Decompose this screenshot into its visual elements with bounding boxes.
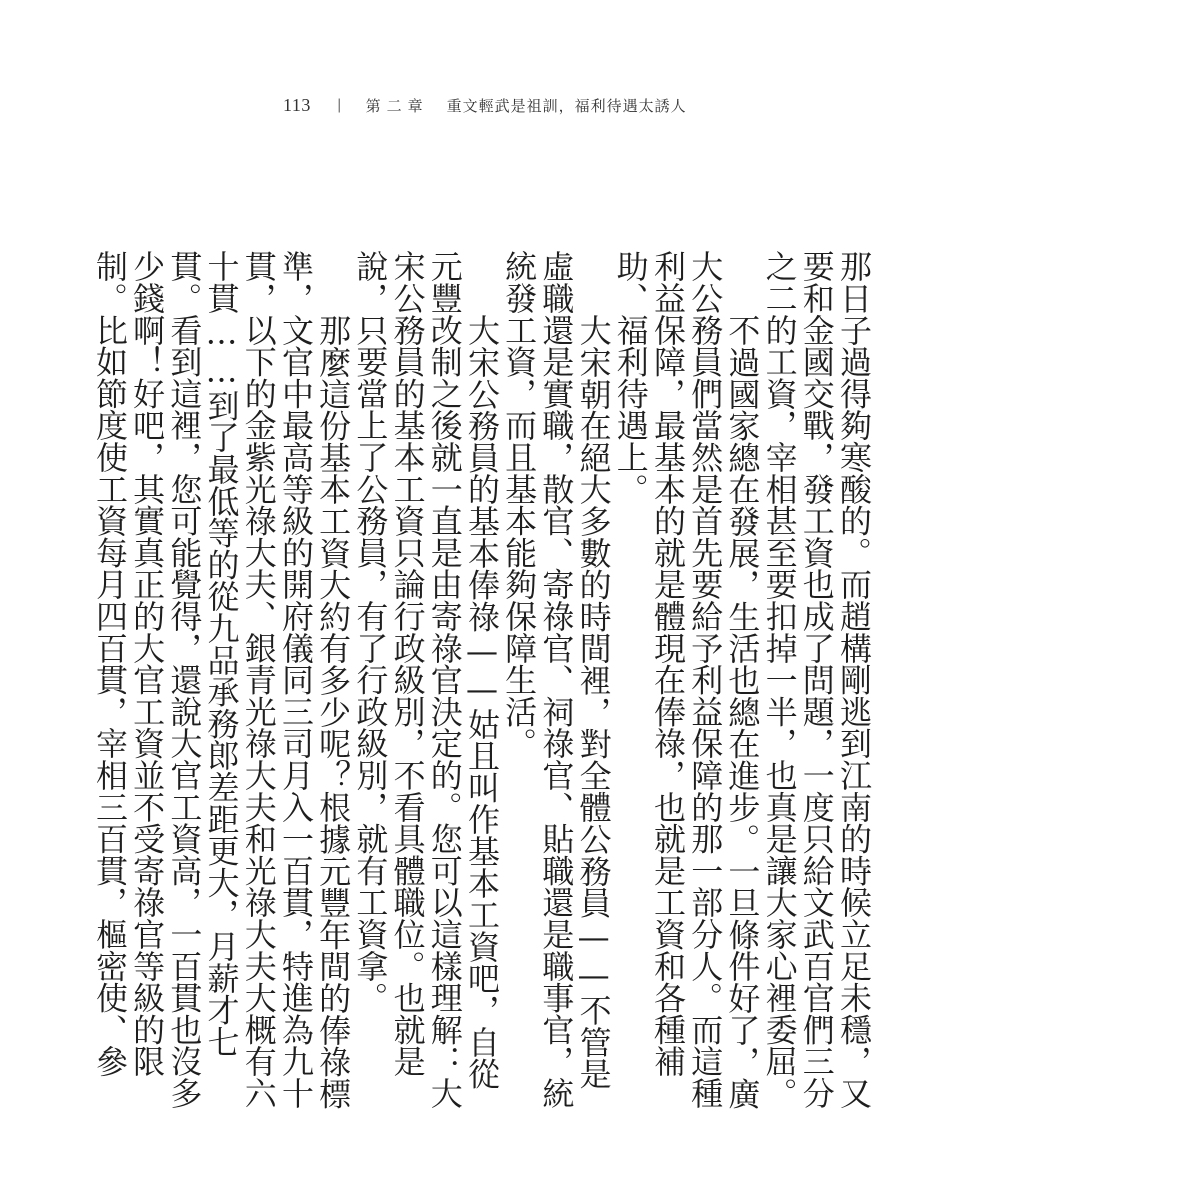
paragraph-5: 那麼這份基本工資大約有多少呢？根據元豐年間的俸祿標準，文官中最高等級的開府儀同三司月入一百貫，特進為九十貫，以下的金紫光祿大夫、銀青光祿大夫和光祿大夫大概有六十貫……到了最低等的從九品承務郎差距更大，月薪才七貫。看到這裡，您可能覺得，還說大官工資高，一百貫也沒多少錢啊！好吧，其實真正的大官工資並不受寄祿官等級的限制。比如節度使工資每月四百貫，宰相三百貫，樞密使、參 xyxy=(90,250,353,1110)
body-text xyxy=(90,250,873,1120)
header-separator: | xyxy=(336,97,342,113)
paragraph-3: 大宋朝在絕大多數的時間裡，對全體公務員——不管是虛職還是實職，散官、寄祿官、祠祿官、貼職還是職事官，統統發工資，而且基本能夠保障生活。 xyxy=(500,250,613,1109)
chapter-label: 第二章 xyxy=(365,96,429,115)
page-number: 113 xyxy=(283,94,311,115)
paragraph-1: 那日子過得夠寒酸的。而趙構剛逃到江南的時候立足未穩，又要和金國交戰，發工資也成了問題，一度只給文武百官們三分之二的工資，宰相甚至要扣掉一半，也真是讓大家心裡委屈。 xyxy=(760,250,873,1109)
paragraph-2: 不過國家總在發展，生活也總在進步。一旦條件好了，廣大公務員們當然是首先要給予利益保障的那一部分人。而這種利益保障，最基本的就是體現在俸祿，也就是工資和各種補助、福利待遇上。 xyxy=(611,250,762,1110)
chapter-title: 重文輕武是祖訓，福利待遇太誘人 xyxy=(446,96,687,115)
paragraph-4: 大宋公務員的基本俸祿——姑且叫作基本工資吧，自從元豐改制之後就一直是由寄祿官決定的。您可以這樣理解：大宋公務員的基本工資只論行政級別，不看具體職位。也就是說，只要當上了公務員，有了行政級別，就有工資拿。 xyxy=(351,250,501,1109)
running-header xyxy=(283,90,687,120)
